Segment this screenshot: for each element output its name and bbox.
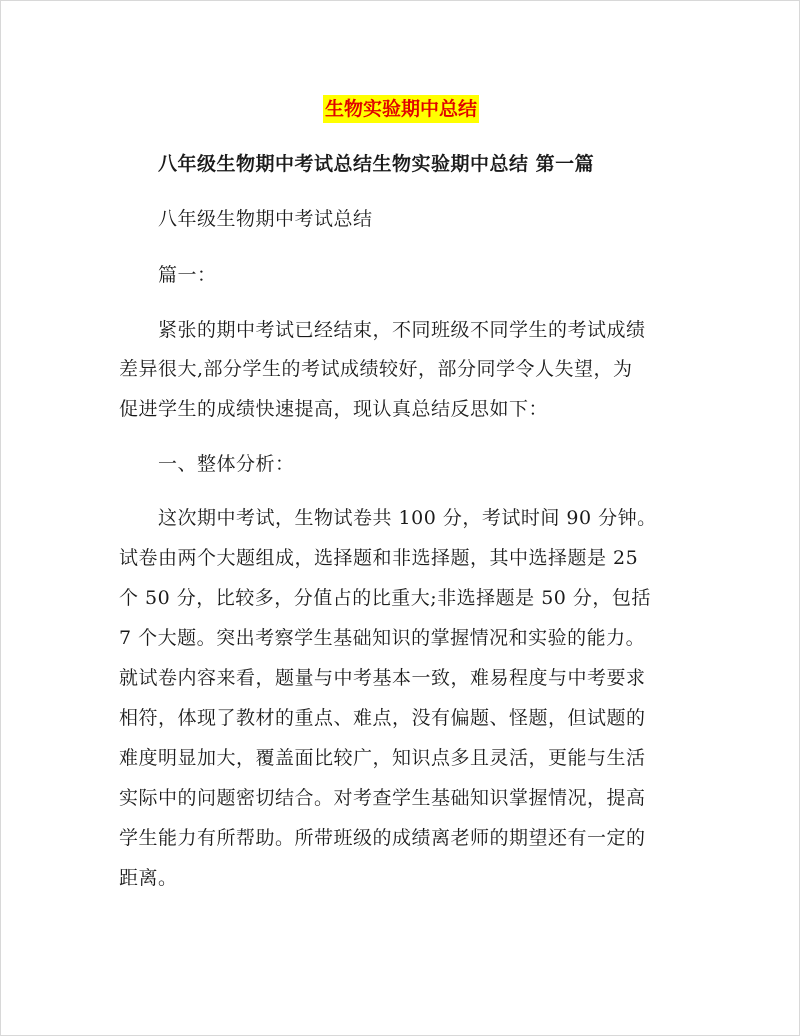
paragraph-line: 促进学生的成绩快速提高，现认真总结反思如下：	[119, 398, 549, 420]
paragraph-line: 实际中的问题密切结合。对考查学生基础知识掌握情况，提高	[119, 787, 646, 809]
paragraph-line: 难度明显加大，覆盖面比较广，知识点多且灵活，更能与生活	[119, 747, 646, 769]
paragraph-line: 个 50 分，比较多，分值占的比重大;非选择题是 50 分，包括	[119, 587, 651, 609]
paragraph-line: 距离。	[119, 867, 178, 889]
title-container	[1, 95, 800, 123]
paragraph-line: 7 个大题。突出考察学生基础知识的掌握情况和实验的能力。	[119, 627, 646, 649]
paragraph-line: 差异很大,部分学生的考试成绩较好，部分同学令人失望，为	[119, 358, 633, 380]
paragraph-line: 这次期中考试，生物试卷共 100 分，考试时间 90 分钟。	[158, 507, 657, 529]
document-subtitle: 八年级生物期中考试总结	[158, 208, 373, 230]
document-heading: 八年级生物期中考试总结生物实验期中总结 第一篇	[158, 153, 595, 175]
section-heading: 一、整体分析：	[158, 453, 295, 475]
paragraph-line: 学生能力有所帮助。所带班级的成绩离老师的期望还有一定的	[119, 827, 646, 849]
paragraph-line: 相符，体现了教材的重点、难点，没有偏题、怪题，但试题的	[119, 707, 646, 729]
part-label: 篇一：	[158, 264, 217, 286]
paragraph-line: 试卷由两个大题组成，选择题和非选择题，其中选择题是 25	[119, 547, 639, 569]
paragraph-line: 紧张的期中考试已经结束，不同班级不同学生的考试成绩	[158, 319, 646, 341]
paragraph-line: 就试卷内容来看，题量与中考基本一致，难易程度与中考要求	[119, 667, 646, 689]
document-title: 生物实验期中总结	[323, 95, 479, 123]
